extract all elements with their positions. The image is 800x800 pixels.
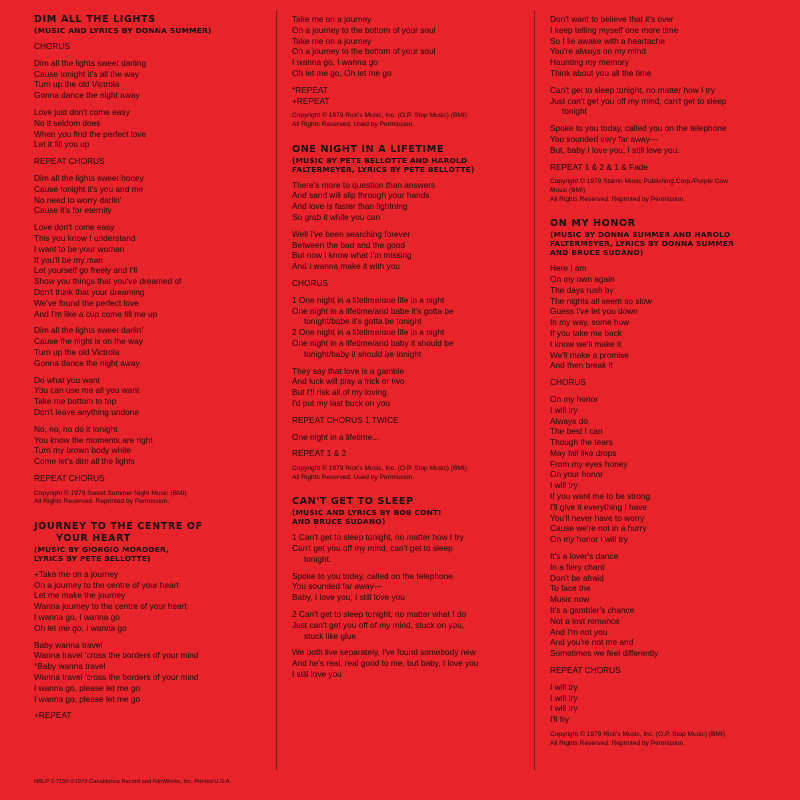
copyright-line: Copyright © 1979 Rick's Music, Inc. (O.P. Stop Music) (BMI): [550, 731, 725, 739]
song-section: [550, 218, 778, 748]
lyric-stanza: [550, 123, 778, 155]
lyric-line: Gonna dance the night away: [34, 357, 140, 368]
lyrics-column-1: [34, 14, 262, 735]
lyric-line: And you're not me and: [550, 637, 634, 648]
lyric-line: Wanna journey to the centre of your heart: [34, 601, 187, 612]
lyric-line: Love don't come easy: [34, 222, 115, 233]
song-title: [34, 521, 262, 545]
lyric-stanza: [34, 473, 262, 484]
song-section: [292, 14, 520, 130]
lyric-stanza: [34, 173, 262, 216]
lyric-stanza: [292, 432, 520, 443]
song-credit: [292, 508, 520, 526]
lyric-line: Let it fill you up: [34, 139, 90, 150]
lyric-line: Here I am: [550, 263, 587, 274]
song-credit: [34, 545, 262, 563]
lyric-line: On my honor I will try: [550, 534, 628, 545]
lyric-line: Don't think that your dreaming: [34, 286, 145, 297]
lyric-stanza: [34, 325, 262, 368]
lyrics-column-2: [292, 14, 520, 694]
lyric-line: To face the: [550, 583, 591, 594]
copyright-notice: [550, 178, 778, 204]
lyric-line: You sounded very far away—: [550, 133, 659, 144]
song-credit-line: LYRICS BY PETE BELLOTTE): [34, 553, 151, 563]
lyric-stanza: [550, 263, 778, 371]
lyric-line: +Take me on a journey: [34, 568, 119, 579]
lyric-line: We've found the perfect love: [34, 297, 139, 308]
lyric-line: Haunting my memory: [550, 57, 629, 68]
copyright-line: All Rights Reserved. Reprinted by Permission.: [34, 498, 170, 506]
lyric-line: Baby, I love you, I still love you: [292, 592, 405, 603]
copyright-line: Copyright © 1979 Rick's Music, Inc. (O.P. Stop Music) (BMI): [292, 465, 467, 473]
song-credit: [292, 156, 520, 174]
lyric-line: Cause tonight it's all the way: [34, 68, 139, 79]
lyric-line: One night in a lifetime...: [292, 431, 380, 442]
lyric-line: Dim all the lights sweet darling: [34, 57, 147, 68]
lyric-line: It's a gambler's chance: [550, 605, 635, 616]
footer-catalog-line: NBLP 2-7150 ℗1979 Casablanca Record and FilmWorks, Inc. Printed U.S.A.: [34, 779, 232, 785]
song-credit-line: FALTERMEYER, LYRICS BY PETE BELLOTTE): [292, 164, 475, 174]
lyric-stanza: [34, 41, 262, 52]
copyright-notice: [34, 490, 262, 507]
lyric-line: I want to be your woman: [34, 243, 125, 254]
lyric-line: Come let's dim all the lights: [34, 456, 135, 467]
song-title-line: JOURNEY TO THE CENTRE OF: [34, 520, 203, 532]
lyric-line: tonight/baby it should be tonight: [304, 348, 422, 359]
lyric-line: The days rush by: [550, 284, 614, 295]
copyright-notice: [292, 465, 520, 482]
lyric-line: stuck like glue: [304, 630, 357, 641]
lyric-line: Cause we're not in a hurry: [550, 523, 647, 534]
lyric-line: CHORUS: [292, 277, 328, 288]
lyric-line: I'll try: [550, 714, 570, 725]
lyric-line: REPEAT CHORUS: [34, 472, 105, 483]
song-credit: [550, 230, 778, 257]
lyric-line: You sounded far away—: [292, 581, 383, 592]
song-credit-line: (MUSIC BY PETE BELLOTTE AND HAROLD: [292, 155, 468, 165]
copyright-line: Copyright © 1979 Rick's Music, Inc. (O.P. Stop Music) (BMI): [292, 112, 467, 120]
lyric-line: And love is faster than lightning: [292, 201, 408, 212]
song-credit-line: (MUSIC AND LYRICS BY BOB CONTI: [292, 508, 442, 518]
song-title: [550, 218, 778, 230]
lyric-line: When you find the perfect love: [34, 128, 147, 139]
lyric-stanza: [292, 609, 520, 641]
lyric-line: tonight/babe it's gotta be tonight: [304, 316, 422, 327]
copyright-line: Copyright © 1979 Sweet Summer Night Music (BMI): [34, 489, 187, 497]
lyric-stanza: [292, 229, 520, 272]
lyric-stanza: [34, 424, 262, 467]
lyric-stanza: [292, 571, 520, 603]
lyric-line: 1 Can't get to sleep tonight, no matter how I try: [292, 532, 464, 543]
lyric-stanza: [292, 14, 520, 79]
lyric-line: I wanna go, I wanna go: [292, 57, 378, 68]
lyric-line: Let me make the journey: [34, 590, 126, 601]
song-section: [34, 14, 262, 507]
lyric-line: And then break it: [550, 360, 613, 371]
lyric-line: You'll never have to worry: [550, 512, 645, 523]
lyric-line: Don't be afraid: [550, 572, 604, 583]
lyric-line: Always do: [550, 415, 588, 426]
lyric-stanza: [292, 295, 520, 360]
lyric-line: But, baby I love you, I still love you.: [550, 144, 680, 155]
lyric-line: Do what you want: [34, 374, 100, 385]
lyric-line: Not a lost romance: [550, 615, 620, 626]
lyric-line: Between the bad and the good: [292, 239, 406, 250]
song-section: [550, 14, 778, 204]
lyric-line: I will try: [550, 692, 578, 703]
lyric-line: But now I know what I'm missing: [292, 250, 412, 261]
lyric-stanza: [292, 448, 520, 459]
lyric-line: One night in a lifetime/and baby it should be: [292, 337, 454, 348]
lyric-line: I still love you: [292, 669, 342, 680]
lyric-line: On a journey to the centre of your heart: [34, 579, 179, 590]
lyric-line: From my eyes honey: [550, 458, 628, 469]
song-credit-line: (MUSIC AND LYRICS BY DONNA SUMMER): [34, 26, 212, 35]
lyric-line: I wanna go, please let me go: [34, 682, 141, 693]
lyric-stanza: [34, 710, 262, 721]
lyric-line: The nights all seem so slow: [550, 295, 652, 306]
lyric-line: And I'm like a cup come fill me up: [34, 308, 158, 319]
lyric-stanza: [34, 156, 262, 167]
lyric-line: I'll give it everything I have: [550, 501, 648, 512]
lyric-line: I keep telling myself one more time: [550, 24, 679, 35]
copyright-notice: [292, 112, 520, 129]
lyric-line: I know we'll make it: [550, 338, 622, 349]
lyric-line: You're always on my mind: [550, 46, 646, 57]
lyric-line: We'll make a promise: [550, 349, 629, 360]
lyric-line: On my honor: [550, 393, 598, 404]
lyric-line: Wanna travel 'cross the borders of your mind: [34, 650, 199, 661]
lyric-line: Music now: [550, 594, 590, 605]
lyric-line: Can't get you off my mind, can't get to sleep: [292, 543, 453, 554]
lyric-stanza: [34, 107, 262, 150]
lyric-line: There's more to question than answers: [292, 179, 436, 190]
column-divider: [276, 10, 277, 770]
lyric-line: tonight.: [304, 553, 332, 564]
song-title-line: ONE NIGHT IN A LIFETIME: [292, 143, 444, 155]
lyric-line: I will try: [550, 480, 578, 491]
song-credit: [34, 26, 262, 35]
copyright-line: All Rights Reserved. Used by Permission.: [292, 473, 415, 481]
lyric-line: No, no, no do it tonight: [34, 423, 118, 434]
lyric-line: *Baby wanna travel: [34, 661, 106, 672]
lyric-line: Spoke to you today, called you on the telephone: [550, 123, 727, 134]
lyric-stanza: [34, 58, 262, 101]
lyrics-column-3: [550, 14, 778, 762]
lyric-line: REPEAT 1 & 2 & 1 & Fade: [550, 161, 648, 172]
lyric-line: Cause tonight it's you and me: [34, 183, 144, 194]
lyric-line: I wanna go, please let me go: [34, 693, 141, 704]
lyric-line: Take me on a journey: [292, 14, 372, 24]
lyric-line: On a journey to the bottom of your soul: [292, 46, 436, 57]
lyric-line: Just can't get you off my mind, can't get to sleep: [550, 95, 727, 106]
lyric-line: Spoke to you today, called on the telephone: [292, 570, 453, 581]
lyric-line: Cause it's for eternity: [34, 205, 112, 216]
lyric-stanza: [34, 375, 262, 418]
lyric-stanza: [292, 85, 520, 107]
song-credit-line: AND BRUCE SUDANO): [550, 248, 644, 258]
song-credit-line: AND BRUCE SUDANO): [292, 517, 386, 527]
song-credit-line: (MUSIC BY GIORGIO MORODER,: [34, 544, 170, 554]
song-credit-line: FALTERMEYER, LYRICS BY DONNA SUMMER: [550, 239, 735, 249]
copyright-line: All Rights Reserved. Used by Permission.: [292, 120, 415, 128]
lyric-stanza: [292, 647, 520, 679]
lyric-line: One night in a lifetime/and babe it's gotta be: [292, 305, 454, 316]
lyric-line: No it seldom does: [34, 117, 101, 128]
lyric-line: The best I can: [550, 426, 603, 437]
lyric-line: In a fiery chant: [550, 561, 605, 572]
lyric-line: And he's real, real good to me, but baby, I love you: [292, 658, 479, 669]
lyric-stanza: [550, 14, 778, 79]
lyric-line: Take me bottom to top: [34, 396, 117, 407]
lyric-line: We both live separately, I've found somebody new: [292, 647, 476, 658]
lyric-line: 2 Can't get to sleep tonight, no matter what I do: [292, 609, 467, 620]
lyric-stanza: [550, 665, 778, 676]
lyric-line: I will try: [550, 703, 578, 714]
lyric-line: REPEAT CHORUS: [34, 156, 105, 167]
lyric-line: REPEAT 1 & 2: [292, 448, 347, 459]
song-section: [292, 496, 520, 680]
lyric-line: On a journey to the bottom of your soul: [292, 24, 436, 35]
lyric-line: I wanna go, I wanna go: [34, 612, 120, 623]
lyric-line: Turn up the old Victrola: [34, 346, 120, 357]
lyric-stanza: [34, 569, 262, 634]
song-section: [34, 521, 262, 721]
lyric-stanza: [550, 394, 778, 545]
column-divider: [534, 10, 535, 770]
lyric-line: They say that love is a gamble: [292, 365, 405, 376]
lyric-line: In my way, some how: [550, 317, 630, 328]
song-title: [292, 144, 520, 156]
lyric-line: Though the tears: [550, 437, 613, 448]
lyric-line: CHORUS: [34, 41, 70, 51]
lyric-line: May fall like drops: [550, 447, 617, 458]
lyric-line: Show you things that you've dreamed of: [34, 276, 182, 287]
lyric-line: On your honor: [550, 469, 604, 480]
lyric-line: And I wanna make it with you: [292, 261, 400, 272]
song-title: [34, 14, 262, 26]
lyric-line: Don't leave anything undone: [34, 406, 139, 417]
lyric-line: If you'll be my man: [34, 254, 103, 265]
lyric-line: Oh let me go, I wanna go: [34, 622, 127, 633]
lyric-line: You can use me all you want: [34, 385, 140, 396]
lyric-line: You know the moments are right: [34, 434, 153, 445]
lyric-line: This you know I understand: [34, 232, 136, 243]
copyright-line: Copyright © 1979 Starrin Music Publishing Corp./Purple Cow: [550, 178, 728, 186]
lyric-line: Cause the night is on the way: [34, 336, 143, 347]
lyric-line: Baby wanna travel: [34, 639, 103, 650]
lyric-line: On my own again: [550, 273, 615, 284]
lyric-stanza: [292, 180, 520, 223]
lyric-stanza: [550, 162, 778, 173]
lyric-line: Wanna travel 'cross the borders of your mind: [34, 672, 199, 683]
lyric-line: REPEAT CHORUS: [550, 665, 621, 676]
lyric-line: Take me on a journey: [292, 35, 372, 46]
lyric-line: Oh let me go, Oh let me go: [292, 67, 392, 78]
lyric-line: And sand will slip through your hands: [292, 190, 430, 201]
lyric-line: 2 One night in a lifetime/one life in a night: [292, 327, 445, 338]
copyright-line: All Rights Reserved. Reprinted by Permission.: [550, 739, 686, 747]
lyric-line: +REPEAT: [292, 95, 330, 106]
lyric-stanza: [34, 222, 262, 319]
copyright-line: Music (BMI): [550, 186, 586, 194]
lyric-line: 1 One night in a lifetime/one life in a night: [292, 294, 445, 305]
lyric-line: Dim all the lights sweet honey: [34, 172, 144, 183]
lyric-stanza: [550, 85, 778, 117]
lyric-stanza: [292, 366, 520, 409]
lyric-line: If you want me to be strong: [550, 491, 651, 502]
lyric-line: So I lie awake with a heartache: [550, 35, 665, 46]
lyric-line: Guess I've let you down: [550, 306, 638, 317]
song-title-line: DIM ALL THE LIGHTS: [34, 14, 156, 25]
lyric-line: And I'm not you: [550, 626, 608, 637]
lyric-line: CHORUS: [550, 377, 586, 388]
lyric-line: And luck will play a trick or two: [292, 376, 405, 387]
song-title-line: CAN'T GET TO SLEEP: [292, 496, 414, 508]
lyric-line: Just can't get you off of my mind, stuck on you,: [292, 619, 465, 630]
song-title-line: ON MY HONOR: [550, 218, 636, 230]
lyric-line: Gonna dance the night away: [34, 90, 140, 101]
lyric-line: I will try: [550, 404, 578, 415]
lyric-line: Sometimes we feel differently: [550, 648, 659, 659]
lyric-line: Love just don't come easy: [34, 106, 130, 117]
song-title: [292, 496, 520, 508]
song-section: [292, 144, 520, 483]
lyric-line: Dim all the lights sweet darlin': [34, 325, 144, 336]
song-title-line: YOUR HEART: [56, 532, 131, 544]
copyright-notice: [550, 731, 778, 748]
lyric-line: I'd put my last buck on you: [292, 397, 390, 408]
lyric-line: Turn my brown body white: [34, 445, 131, 456]
lyric-stanza: [550, 682, 778, 725]
song-credit-line: (MUSIC BY DONNA SUMMER AND HAROLD: [550, 230, 731, 240]
lyric-line: Turn up the old Victrola: [34, 79, 120, 90]
lyric-line: It's a lover's dance: [550, 551, 619, 562]
lyric-stanza: [292, 278, 520, 289]
lyric-stanza: [550, 551, 778, 659]
lyric-line: No need to worry darlin': [34, 194, 122, 205]
lyric-line: But I'll risk all of my loving: [292, 387, 387, 398]
lyric-line: Don't want to believe that it's over: [550, 14, 674, 24]
lyric-line: Well I've been searching forever: [292, 228, 411, 239]
lyric-line: Think about you all the time: [550, 67, 652, 78]
lyric-line: If you take me back: [550, 327, 622, 338]
lyric-line: So grab it while you can: [292, 211, 381, 222]
lyric-line: Can't get to sleep tonight, no matter how I try: [550, 84, 715, 95]
lyric-stanza: [34, 640, 262, 705]
lyric-stanza: [292, 532, 520, 564]
lyric-stanza: [550, 377, 778, 388]
lyric-line: REPEAT CHORUS 1 TWICE: [292, 414, 399, 425]
copyright-line: All Rights Reserved. Reprinted by Permission.: [550, 195, 686, 203]
lyric-line: Let yourself go freely and I'll: [34, 265, 138, 276]
lyric-line: tonight: [562, 106, 587, 117]
lyric-stanza: [292, 415, 520, 426]
lyric-line: *REPEAT: [292, 84, 328, 95]
lyric-line: +REPEAT: [34, 710, 72, 721]
lyric-line: I will try: [550, 681, 578, 692]
